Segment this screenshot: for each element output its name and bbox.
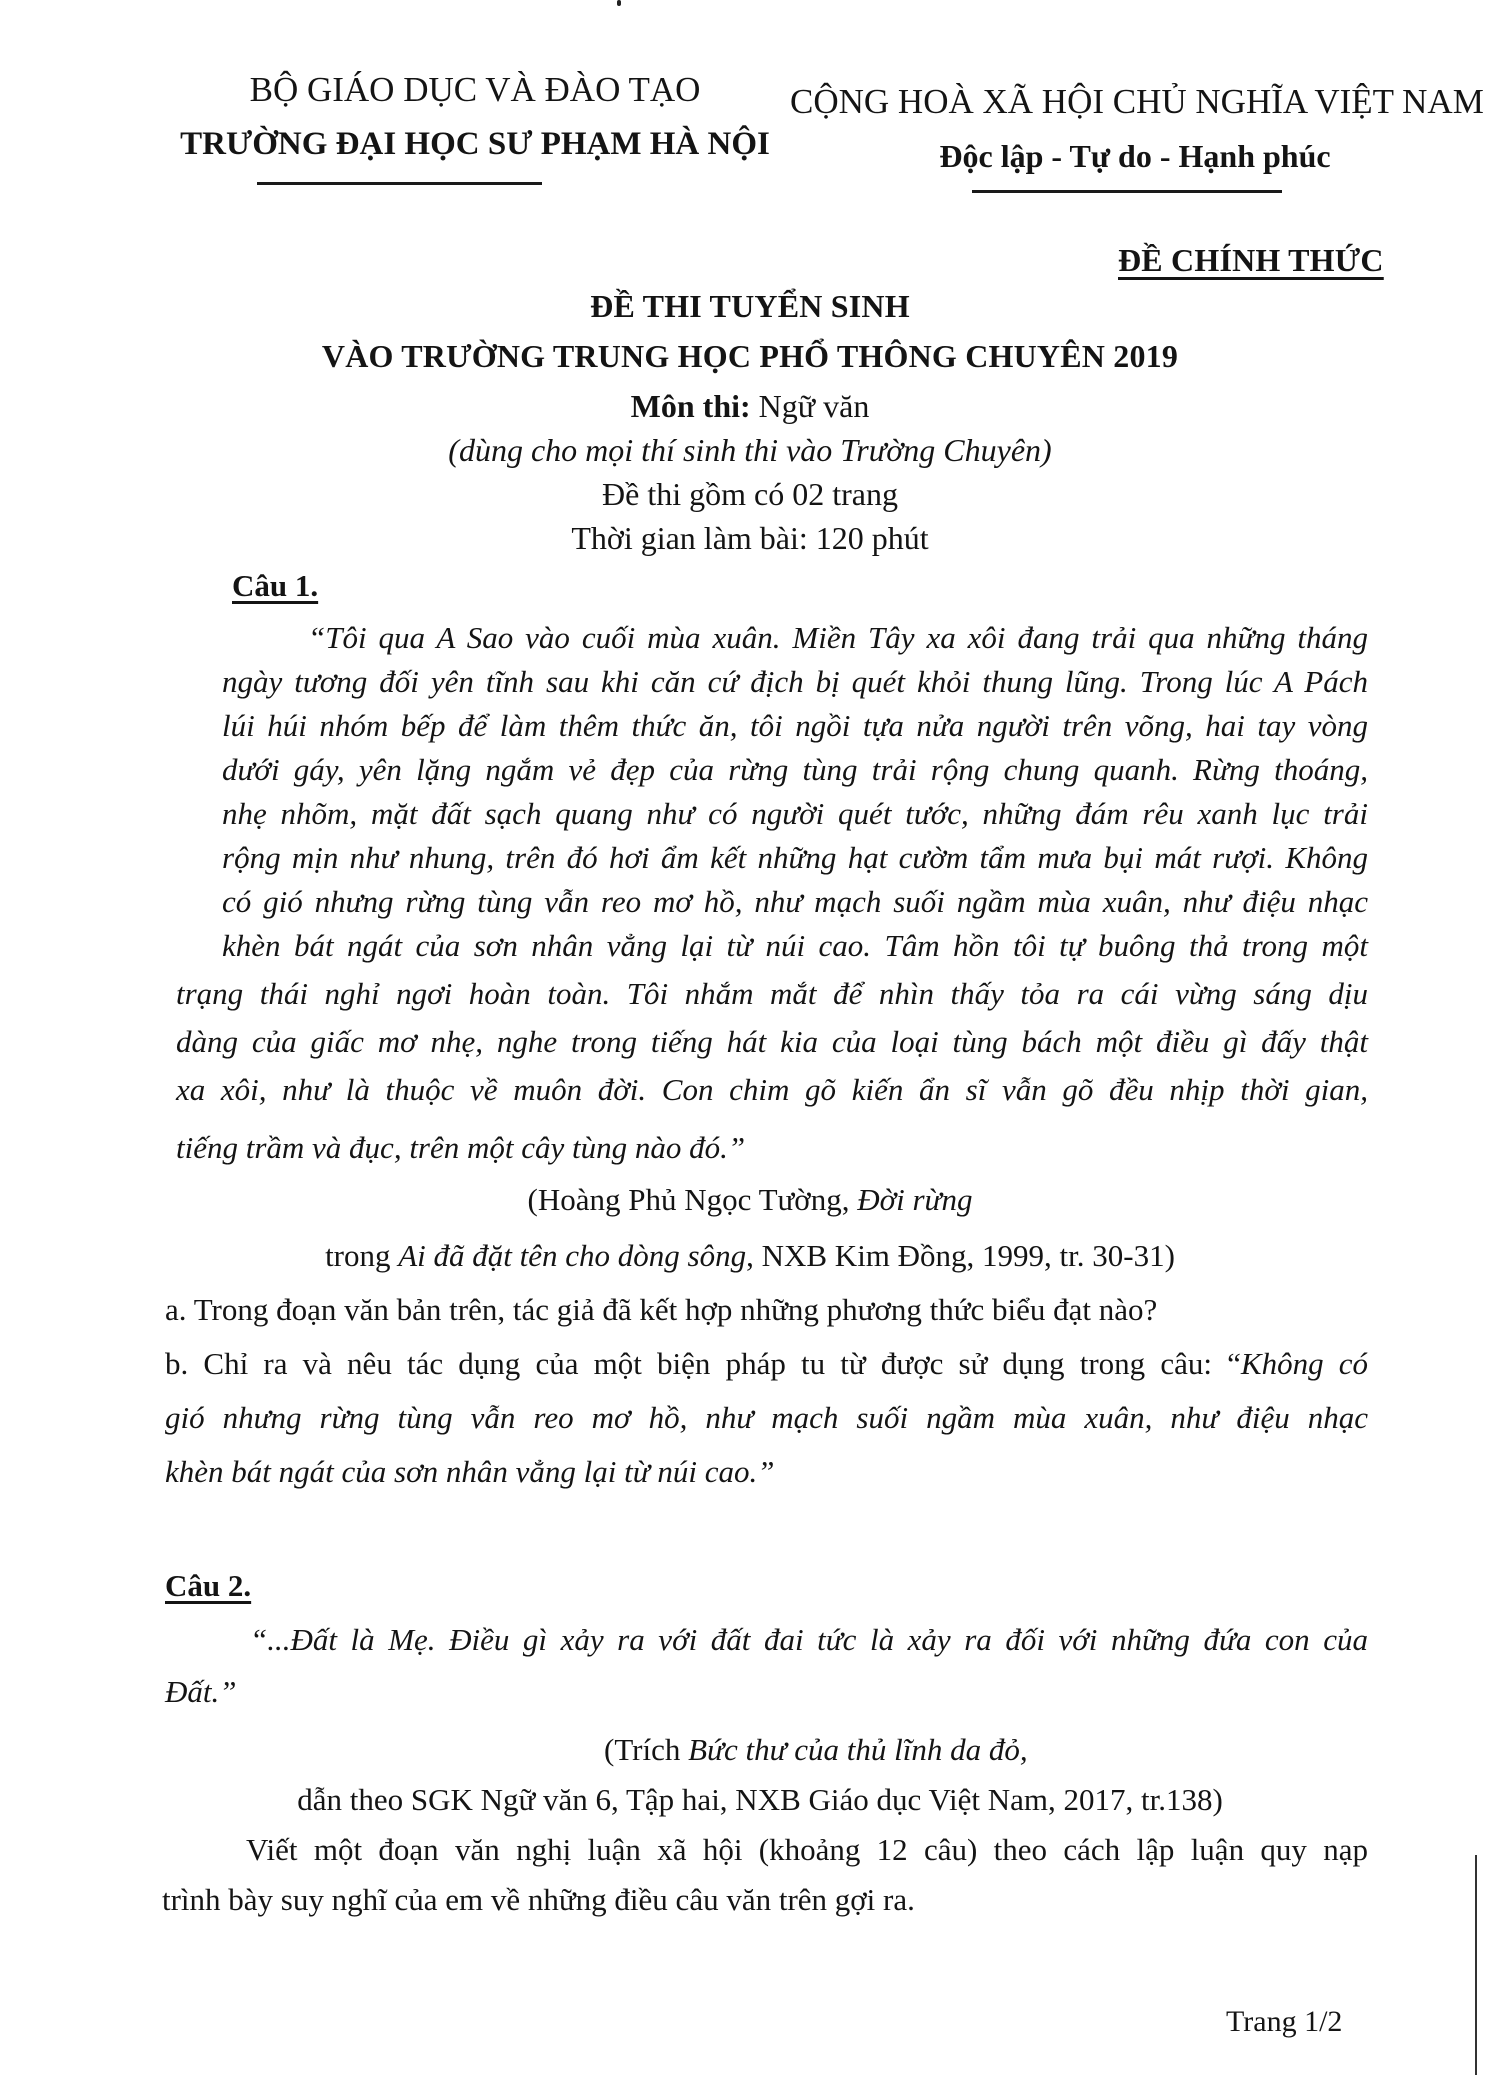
page-number: Trang 1/2 xyxy=(1226,2005,1343,2038)
source-letter-title: Bức thư của thủ lĩnh da đỏ, xyxy=(688,1732,1028,1767)
exam-subtitle: VÀO TRƯỜNG TRUNG HỌC PHỔ THÔNG CHUYÊN 2019 xyxy=(321,338,1179,374)
question-1-part-b xyxy=(165,1344,1368,1384)
part-b-prompt: b. Chỉ ra và nêu tác dụng của một biện pháp tu từ được sử dụng trong câu: “ xyxy=(165,1346,1241,1381)
question-1-label: Câu 1. xyxy=(232,568,319,603)
question-2-source-publication: dẫn theo SGK Ngữ văn 6, Tập hai, NXB Giáo dục Việt Nam, 2017, tr.138) xyxy=(297,1782,1223,1817)
part-b-quote: Không có xyxy=(1240,1346,1368,1381)
question-2-quote-line: Đất.” xyxy=(165,1674,237,1709)
passage-line: tiếng trầm và đục, trên một cây tùng nào đó.” xyxy=(176,1130,746,1165)
passage-line: nhẹ nhõm, mặt đất sạch quang như có người quét tước, những đám rêu xanh lục trải xyxy=(222,796,1368,831)
question-2-quote-line: “...Đất là Mẹ. Điều gì xảy ra với đất đai tức là xảy ra đối với những đứa con của xyxy=(250,1622,1368,1657)
exam-audience: (dùng cho mọi thí sinh thi vào Trường Chuyên) xyxy=(448,432,1052,468)
passage-line: lúi húi nhóm bếp để làm thêm thức ăn, tôi ngồi tựa nửa người trên võng, hai tay vòng xyxy=(222,708,1368,743)
scan-speck xyxy=(617,0,621,6)
country-name: CỘNG HOÀ XÃ HỘI CHỦ NGHĨA VIỆT NAM xyxy=(790,82,1484,121)
national-motto: Độc lập - Tự do - Hạnh phúc xyxy=(939,138,1331,174)
passage-line: ngày tương đối yên tĩnh sau khi căn cứ địch bị quét khỏi thung lũng. Trong lúc A Pách xyxy=(222,664,1368,699)
university-name: TRƯỜNG ĐẠI HỌC SƯ PHẠM HÀ NỘI xyxy=(180,126,770,162)
passage-line: xa xôi, như là thuộc về muôn đời. Con chim gõ kiến ẩn sĩ vẫn gõ đều nhịp thời gian, xyxy=(176,1072,1368,1107)
ministry-name: BỘ GIÁO DỤC VÀ ĐÀO TẠO xyxy=(249,70,701,109)
subject-value: Ngữ văn xyxy=(758,388,870,424)
question-2-task: trình bày suy nghĩ của em về những điều câu văn trên gợi ra. xyxy=(162,1882,915,1917)
source-publisher: , NXB Kim Đồng, 1999, tr. 30-31) xyxy=(746,1238,1175,1273)
official-exam-label: ĐỀ CHÍNH THỨC xyxy=(1118,242,1384,278)
passage-line: trạng thái nghỉ ngơi hoàn toàn. Tôi nhắm mắt để nhìn thấy tỏa ra cái vừng sáng dịu xyxy=(176,976,1368,1011)
header-left-divider xyxy=(257,182,542,185)
passage-line: có gió nhưng rừng tùng vẫn reo mơ hồ, như mạch suối ngầm mùa xuân, như điệu nhạc xyxy=(222,884,1368,919)
source-book-title: Ai đã đặt tên cho dòng sông xyxy=(398,1238,747,1273)
passage-line: rộng mịn như nhung, trên đó hơi ẩm kết những hạt cườm tẩm mưa bụi mát rượi. Không xyxy=(222,840,1368,875)
question-1-source-author xyxy=(0,1180,1500,1220)
question-2-task: Viết một đoạn văn nghị luận xã hội (khoảng 12 câu) theo cách lập luận quy nạp xyxy=(246,1832,1368,1867)
subject-label: Môn thi: xyxy=(630,388,751,424)
exam-subject xyxy=(0,388,1500,425)
header-right-divider xyxy=(972,190,1282,193)
source-prefix: trong xyxy=(325,1238,399,1273)
question-2-label: Câu 2. xyxy=(165,1568,252,1603)
source-work-title: Đời rừng xyxy=(857,1182,973,1217)
passage-line: dưới gáy, yên lặng ngắm vẻ đẹp của rừng tùng trải rộng chung quanh. Rừng thoáng, xyxy=(222,752,1368,787)
exam-page-count: Đề thi gồm có 02 trang xyxy=(602,476,898,512)
exam-title: ĐỀ THI TUYỂN SINH xyxy=(590,288,910,324)
scan-edge-line xyxy=(1475,1855,1477,2075)
question-2-source xyxy=(604,1730,1028,1770)
question-1-part-a: a. Trong đoạn văn bản trên, tác giả đã kết hợp những phương thức biểu đạt nào? xyxy=(165,1292,1158,1327)
source-author: (Hoàng Phủ Ngọc Tường, xyxy=(527,1182,858,1217)
passage-line: “Tôi qua A Sao vào cuối mùa xuân. Miền Tây xa xôi đang trải qua những tháng xyxy=(308,620,1368,655)
exam-duration: Thời gian làm bài: 120 phút xyxy=(571,520,929,556)
part-b-quote-line: gió nhưng rừng tùng vẫn reo mơ hồ, như mạch suối ngầm mùa xuân, như điệu nhạc xyxy=(165,1400,1368,1435)
part-b-quote-line: khèn bát ngát của sơn nhân vẳng lại từ núi cao.” xyxy=(165,1454,775,1489)
passage-line: dàng của giấc mơ nhẹ, nghe trong tiếng hát kia của loại tùng bách một điều gì đấy thật xyxy=(176,1024,1368,1059)
source-prefix: (Trích xyxy=(604,1732,689,1767)
question-1-source-publication xyxy=(80,1236,1420,1276)
passage-line: khèn bát ngát của sơn nhân vẳng lại từ núi cao. Tâm hồn tôi tự buông thả trong một xyxy=(222,928,1368,963)
